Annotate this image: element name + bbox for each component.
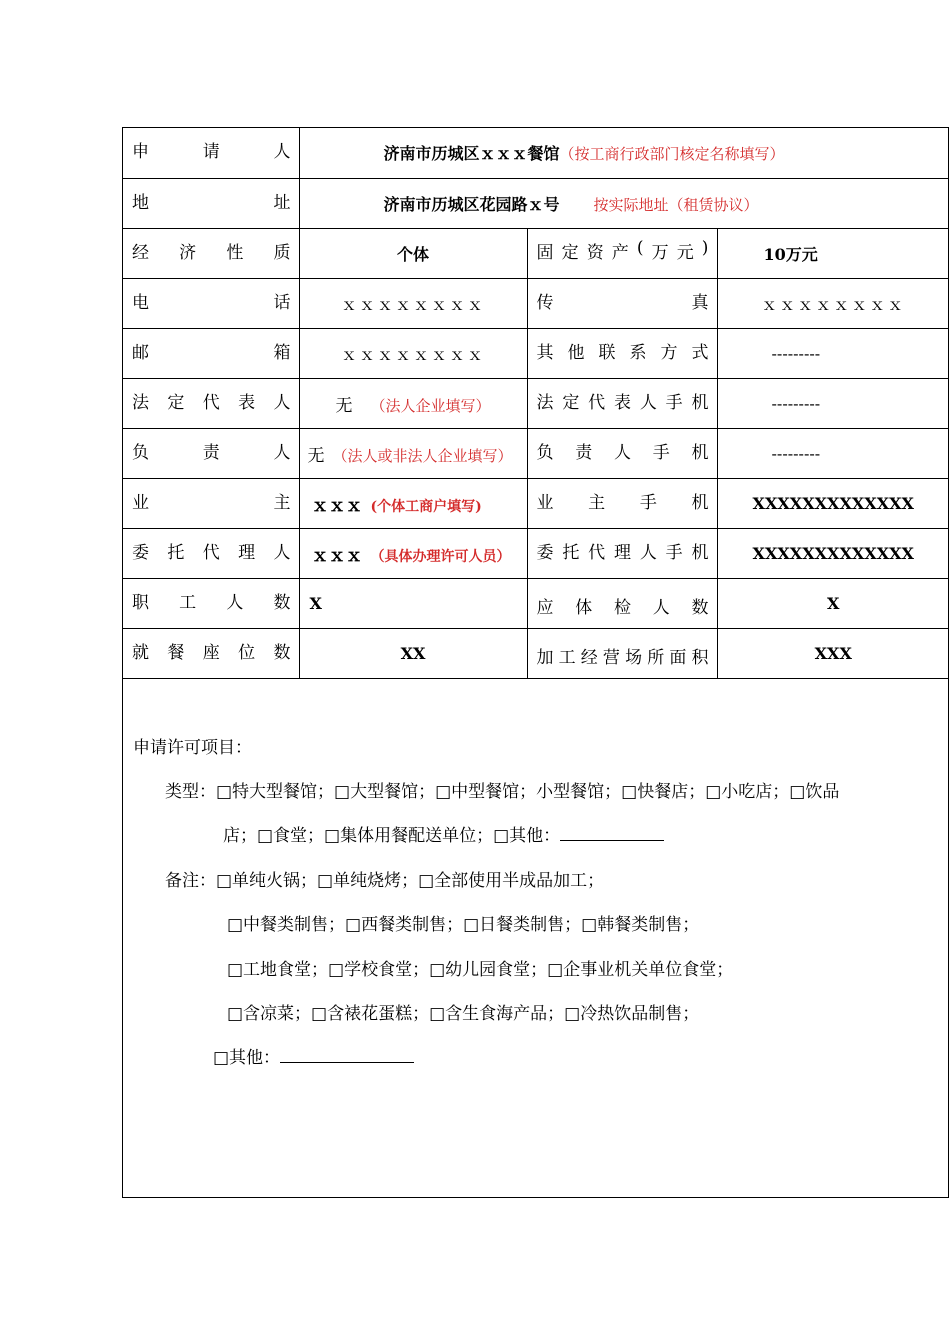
staff-count-value2[interactable]: X [717,578,949,628]
form-row-owner [123,478,949,528]
owner-value[interactable] [299,478,527,528]
applicant-label [123,128,299,178]
legal-rep-value2[interactable]: --------- [717,378,949,428]
form-row-mailbox [123,328,949,378]
label-char: 方 [660,342,678,363]
label-char: 手 [665,542,683,563]
note-line-5: □其他： [213,1043,414,1068]
label-char: 理 [238,542,256,563]
label-char: 机 [691,392,709,413]
owner-label [123,478,299,528]
seat-count-value2[interactable]: XXX [717,628,949,678]
label-char: 托 [167,542,185,563]
owner-label2-text [528,479,717,513]
owner-value-note: (个体工商户填写) [370,498,482,515]
label-char: 人 [226,592,244,613]
economic-nature-value2[interactable]: 10万元 [717,228,949,278]
phone-label2 [527,278,717,328]
label-char: 代 [588,542,606,563]
agent-value2[interactable]: XXXXXXXXXXXXX [717,528,949,578]
label-char: 定 [562,392,580,413]
section-title: 申请许可项目： [133,738,252,758]
mailbox-value2[interactable]: --------- [717,328,949,378]
label-char: 箱 [273,342,291,363]
label-char: 固 [536,242,554,263]
label-char: 餐 [167,642,185,663]
applicant-label-text [123,128,299,162]
staff-count-label2-text [528,579,717,618]
label-char: 积 [691,647,709,668]
address-value-main: 济南市历城区花园路ｘ号 [383,194,560,214]
legal-rep-value-main: 无 [335,395,353,416]
label-char: 表 [238,392,256,413]
label-char: 电 [132,292,149,313]
label-char: 系 [629,342,647,363]
label-char: 机 [691,492,709,513]
label-char: 经 [132,242,149,263]
mailbox-label [123,328,299,378]
label-char: 经 [580,647,598,668]
label-char: 人 [639,392,657,413]
label-char: ( [636,237,644,258]
form-row-applicant [123,128,949,178]
economic-nature-label-text [123,229,299,263]
address-label-text [123,179,299,213]
other-type-blank[interactable] [560,826,664,841]
label-char: 工 [558,647,576,668]
label-char: 元 [676,242,694,263]
seat-count-label [123,628,299,678]
note-line-4: □含凉菜；□含裱花蛋糕；□含生食海产品；□冷热饮品制售； [227,1004,700,1024]
label-char: 法 [132,392,149,413]
label-char: 业 [536,492,554,513]
label-char: ) [701,237,709,258]
label-char: 资 [586,242,604,263]
label-char: 表 [613,392,631,413]
label-char: 职 [132,592,149,613]
mailbox-value[interactable]: ｘｘｘｘｘｘｘｘ [299,328,527,378]
economic-nature-label2-text [528,229,717,263]
seat-count-label2-text [528,629,717,668]
agent-value[interactable] [299,528,527,578]
type-line-1: 类型：□特大型餐馆；□大型餐馆；□中型餐馆；小型餐馆；□快餐店；□小吃店；□饮品 [165,782,840,802]
note-line-3: □工地食堂；□学校食堂；□幼儿园食堂；□企事业机关单位食堂； [227,960,734,980]
mailbox-label2-text [528,329,717,363]
label-char: 责 [202,442,220,463]
form-row-legal-rep [123,378,949,428]
agent-label-text [123,529,299,563]
label-char: 定 [561,242,579,263]
label-char: 法 [536,392,554,413]
form-row-seat-count [123,628,949,678]
label-char: 机 [691,442,709,463]
form-row-person-in-charge [123,428,949,478]
person-in-charge-label [123,428,299,478]
person-in-charge-value2[interactable]: --------- [717,428,949,478]
label-char: 应 [536,597,554,618]
form-row-staff-count [123,578,949,628]
label-char: 理 [613,542,631,563]
address-value[interactable] [299,178,949,228]
economic-nature-label [123,228,299,278]
legal-rep-label2 [527,378,717,428]
staff-count-value[interactable]: X [299,578,527,628]
label-char: 加 [536,647,554,668]
label-char: 他 [567,342,585,363]
label-char: 手 [652,442,670,463]
phone-label-text [123,279,299,313]
form-row-address [123,178,949,228]
label-char: 质 [273,242,291,263]
label-char: 营 [602,647,620,668]
label-char: 数 [273,592,291,613]
form-row-phone [123,278,949,328]
label-char: 其 [536,342,554,363]
mailbox-label2 [527,328,717,378]
person-in-charge-value-note: （法人或非法人企业填写） [332,446,513,465]
form-row-agent [123,528,949,578]
label-char: 手 [639,492,657,513]
person-in-charge-value-main: 无 [307,445,325,466]
seat-count-label-text [123,629,299,663]
label-char: 业 [132,492,149,513]
other-note-blank[interactable] [280,1048,414,1063]
label-char: 人 [614,442,631,463]
label-char: 位 [238,642,256,663]
owner-value2[interactable]: XXXXXXXXXXXXX [717,478,949,528]
label-char: 主 [273,492,291,513]
label-char: 产 [611,242,629,263]
form-row-economic-nature [123,228,949,278]
label-char: 数 [273,642,291,663]
label-char: 体 [575,597,593,618]
seat-count-label2 [527,628,717,678]
owner-value-main: ｘｘｘ [311,495,363,516]
label-char: 机 [691,542,709,563]
legal-rep-label [123,378,299,428]
person-in-charge-value[interactable] [299,428,527,478]
staff-count-label-text [123,579,299,613]
economic-nature-value[interactable]: 个体 [299,228,527,278]
label-char: 式 [691,342,709,363]
address-label [123,178,299,228]
phone-value2[interactable]: ｘｘｘｘｘｘｘｘ [717,278,949,328]
label-char: 请 [202,142,220,162]
staff-count-label [123,578,299,628]
type-line-2: 店；□食堂；□集体用餐配送单位；□其他： [223,821,664,846]
label-char: 济 [179,242,197,263]
legal-rep-value-note: （法人企业填写） [370,396,491,415]
phone-label [123,278,299,328]
label-char: 传 [536,292,554,313]
label-char: 人 [273,392,291,413]
label-char: 人 [639,542,657,563]
label-char: 所 [647,647,665,668]
label-char: 就 [132,642,149,663]
label-char: 真 [691,292,709,313]
phone-label2-text [528,279,717,313]
seat-count-value[interactable]: XX [299,628,527,678]
label-char: 性 [226,242,244,263]
mailbox-label-text [123,329,299,363]
label-char: 数 [691,597,709,618]
agent-value-main: ｘｘｘ [311,545,363,566]
legal-rep-value[interactable] [299,378,527,428]
label-char: 负 [132,442,149,463]
applicant-value-main: 济南市历城区ｘｘｘ餐馆 [383,144,560,164]
agent-label2 [527,528,717,578]
label-char: 委 [132,542,149,563]
label-char: 代 [588,392,606,413]
owner-label2 [527,478,717,528]
person-in-charge-label2-text [528,429,717,463]
agent-label2-text [528,529,717,563]
label-char: 托 [562,542,580,563]
label-char: 责 [575,442,593,463]
label-char: 人 [273,142,291,162]
label-char: 址 [273,192,291,213]
label-char: 定 [167,392,185,413]
applicant-value-note: （按工商行政部门核定名称填写） [559,145,785,164]
label-char: 申 [132,142,149,162]
owner-label-text [123,479,299,513]
label-char: 邮 [132,342,149,363]
note-line-1: 备注：□单纯火锅；□单纯烧烤；□全部使用半成品加工； [165,871,605,891]
label-char: 场 [625,647,643,668]
label-char: 负 [536,442,554,463]
phone-value[interactable]: ｘｘｘｘｘｘｘｘ [299,278,527,328]
label-char: 人 [652,597,670,618]
label-char: 联 [598,342,616,363]
staff-count-label2 [527,578,717,628]
economic-nature-label2 [527,228,717,278]
person-in-charge-label2 [527,428,717,478]
label-char: 检 [614,597,631,618]
applicant-value[interactable] [299,128,949,178]
label-char: 人 [273,542,291,563]
legal-rep-label2-text [528,379,717,413]
label-char: 地 [132,192,149,213]
legal-rep-label-text [123,379,299,413]
label-char: 万 [651,242,669,263]
agent-value-note: （具体办理许可人员） [370,548,511,565]
label-char: 话 [273,292,291,313]
application-form [122,127,949,1198]
label-char: 代 [202,542,220,563]
person-in-charge-label-text [123,429,299,463]
note-line-2: □中餐类制售；□西餐类制售；□日餐类制售；□韩餐类制售； [227,915,700,935]
label-char: 座 [202,642,220,663]
agent-label [123,528,299,578]
label-char: 代 [202,392,220,413]
address-value-note: 按实际地址（租赁协议） [593,195,759,214]
label-char: 委 [536,542,554,563]
label-char: 工 [179,592,197,613]
label-char: 手 [665,392,683,413]
label-char: 主 [588,492,606,513]
applicant-info-table [123,128,949,679]
label-char: 人 [273,442,291,463]
label-char: 面 [669,647,687,668]
